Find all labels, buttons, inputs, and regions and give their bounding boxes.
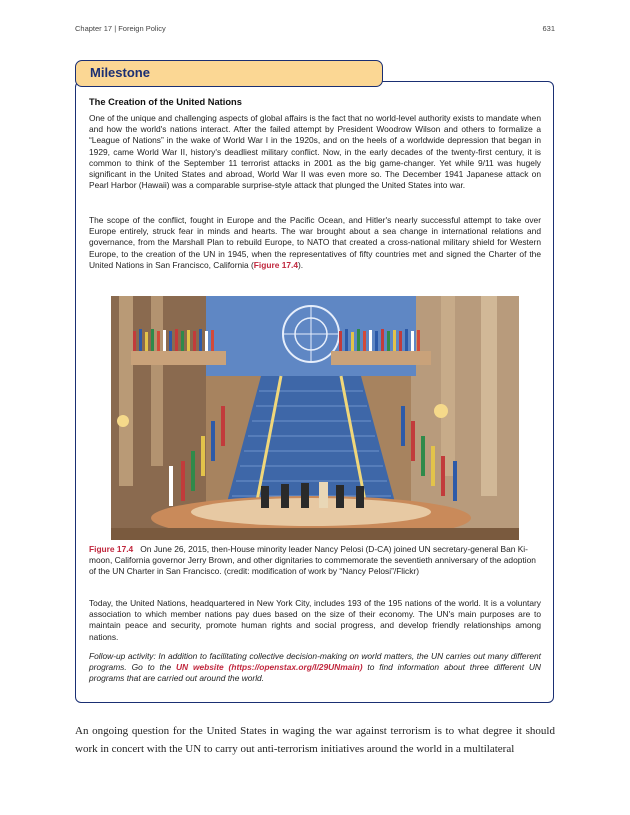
un-website-link[interactable]: UN website (https://openstax.org/l/29UNmain) [175, 662, 363, 673]
paragraph-1: One of the unique and challenging aspects of global affairs is the fact that no world-level authority exists to mandate when and how the world's nations interact. After the failed attempt by President Woodrow Wilson and others to formalize a “League of Nations” in the wake of World War I in the 1920s, and on the heels of a worldwide depression that began in 1929, came World War II, history's deadliest military conflict. Now, in the early decades of the twenty-first century, it is common to think of the September 11 terrorist attacks in 2001 as the big game-changer. Yet while 9/11 was hugely significant in the United States and abroad, World War II was even more so. The December 1941 Japanese attack on Pearl Harbor (Hawaii) was a comparable surprise-style attack that plunged the United States into war. [89, 113, 541, 191]
un-ceremony-photo [111, 296, 519, 540]
page-number: 631 [542, 24, 555, 33]
figure-caption [89, 544, 541, 578]
figure-caption-text: On June 26, 2015, then-House minority leader Nancy Pelosi (D-CA) joined UN secretary-general Ban Ki-moon, California governor Jerry Brown, and other dignitaries to commemorate the seventieth anniversary of the adoption of the UN Charter in San Francisco. (credit: modification of work by “Nancy Pelosi”/Flickr) [89, 544, 536, 577]
paragraph-2 [89, 215, 541, 271]
paragraph-2-end: ). [298, 259, 304, 270]
milestone-label-tab [75, 60, 383, 87]
body-paragraph: An ongoing question for the United States in waging the war against terrorism is to what degree it should work in concert with the UN to carry out anti-terrorism initiatives around the world in a multilateral [75, 725, 555, 755]
paragraph-3: Today, the United Nations, headquartered in New York City, includes 193 of the 195 nations of the world. It is a voluntary association to which member nations pay dues based on the size of their economy. The UN's main purposes are to maintain peace and security, promote human rights and social progress, and develop friendly relationships among nations. [89, 598, 541, 642]
figure-reference-link[interactable]: Figure 17.4 [253, 259, 298, 270]
paragraph-2-text: The scope of the conflict, fought in Europe and the Pacific Ocean, and Hitler's nearly successful attempt to take over Europe entirely, struck fear in minds and hearts. The war brought about a sea change in international relations and governance, from the Marshall Plan to rebuild Europe, to NATO that created a cross-national military shield for Western Europe, to the creation of the UN in 1945, when the representatives of fifty countries met and signed the Charter of the United Nations in San Francisco, California ( [89, 215, 541, 270]
followup-text: Follow-up activity: In addition to facilitating collective decision-making on world matters, the UN carries out many different programs. Go to the [89, 651, 541, 673]
followup-activity [89, 651, 541, 685]
feature-label: Milestone [90, 65, 150, 80]
feature-title: The Creation of the United Nations [89, 97, 242, 107]
chapter-title: Chapter 17 | Foreign Policy [75, 24, 166, 33]
figure-label: Figure 17.4 [89, 544, 134, 554]
page-header [75, 24, 555, 36]
followup-end: to find information about three different UN programs that are carried out around the world. [89, 662, 541, 684]
